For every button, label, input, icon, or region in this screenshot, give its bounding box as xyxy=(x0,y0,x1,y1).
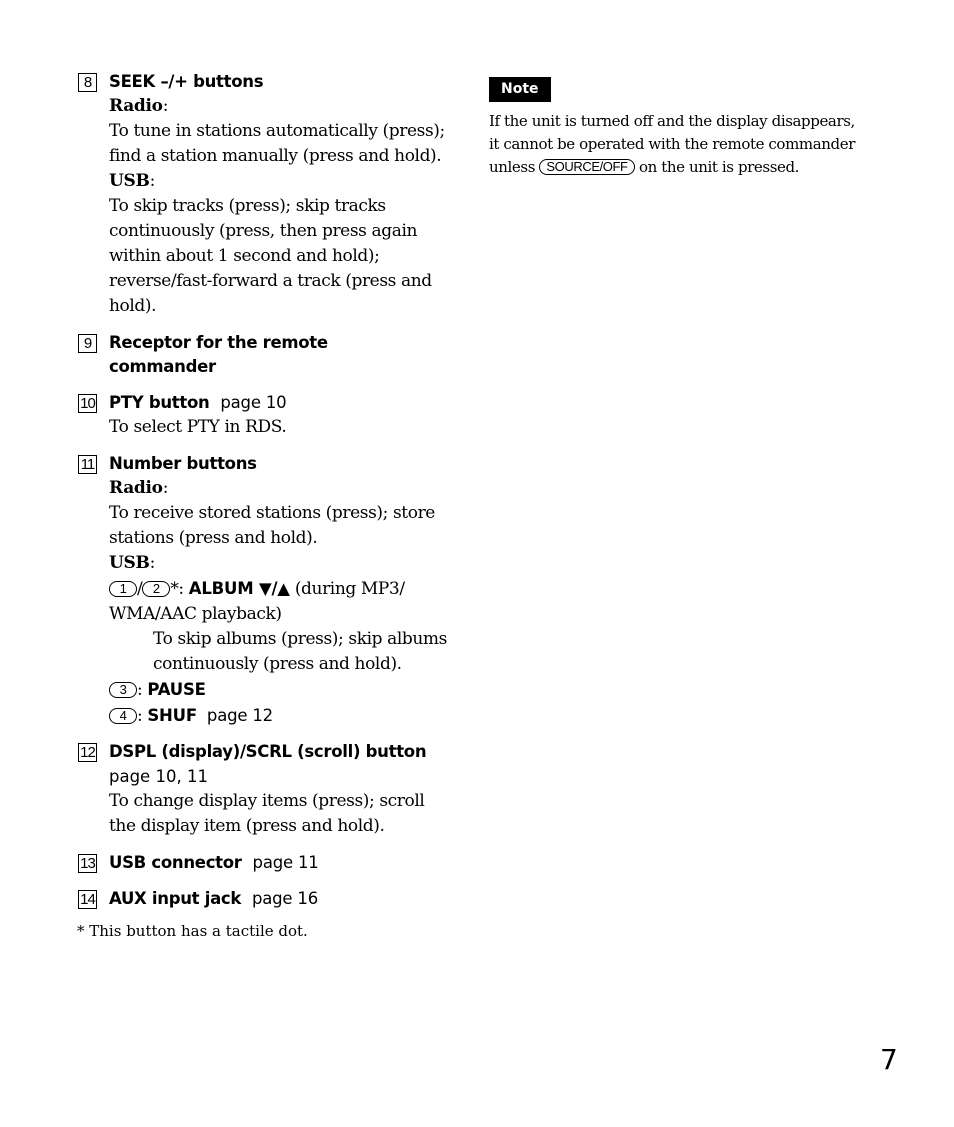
radio-line: Radio: xyxy=(109,96,169,116)
page-reference: page 12 xyxy=(206,706,273,725)
item-title: AUX input jack xyxy=(109,889,242,908)
usb-description: To skip tracks (press); skip tracks continuously (press, then press again within about 1 second and hold); reverse/fast-forward a track (press and hold). xyxy=(109,196,432,316)
usb-line: USB: xyxy=(109,171,155,191)
item-number-box: 12 xyxy=(78,743,97,762)
shuf-line: 4 : SHUF page 12 xyxy=(109,703,448,729)
album-line: 1 / 2 *: ALBUM ▼/▲ (during MP3/ WMA/AAC playback) xyxy=(109,579,405,624)
usb-line: USB: xyxy=(109,553,155,573)
note-text-after: on the unit is pressed. xyxy=(638,158,800,176)
item-seek-buttons xyxy=(78,70,448,319)
usb-label: USB xyxy=(109,553,150,573)
radio-description: To receive stored stations (press); store stations (press and hold). xyxy=(109,503,435,548)
album-label: ALBUM ▼/▲ xyxy=(188,579,290,598)
page-reference: page 16 xyxy=(251,889,319,908)
shuf-label: SHUF xyxy=(147,706,197,725)
right-column xyxy=(489,77,859,179)
item-title-line xyxy=(109,887,448,911)
key-3-icon: 3 xyxy=(109,682,137,698)
item-number-box: 13 xyxy=(78,854,97,873)
key-2-icon: 2 xyxy=(142,581,170,597)
pause-label: PAUSE xyxy=(147,680,206,699)
key-4-icon: 4 xyxy=(109,708,137,724)
left-column xyxy=(78,70,448,941)
item-title-line xyxy=(109,851,448,875)
radio-description: To tune in stations automatically (press); find a station manually (press and hold). xyxy=(109,121,445,166)
item-title: SEEK –/+ buttons xyxy=(109,72,264,91)
note-text-before: If the unit is turned off and the display disappears, it cannot be operated with the remote commander unless xyxy=(489,112,855,176)
item-title-line xyxy=(109,391,448,415)
album-description: To skip albums (press); skip albums continuously (press and hold). xyxy=(153,629,447,674)
radio-line: Radio: xyxy=(109,478,169,498)
item-pty-button xyxy=(78,391,448,440)
note-badge: Note xyxy=(489,77,551,102)
album-note: (during MP3/ WMA/AAC playback) xyxy=(109,579,405,624)
page-reference: page 10 xyxy=(220,393,287,412)
radio-label: Radio xyxy=(109,478,163,498)
key-1-icon: 1 xyxy=(109,581,137,597)
item-title: PTY button xyxy=(109,393,210,412)
note-text xyxy=(489,110,859,179)
item-description: To select PTY in RDS. xyxy=(109,417,287,437)
page-reference: page 10, 11 xyxy=(109,767,208,786)
item-number-box: 8 xyxy=(78,73,97,92)
item-number-box: 14 xyxy=(78,890,97,909)
item-title: USB connector xyxy=(109,853,242,872)
item-title: Number buttons xyxy=(109,454,257,473)
item-description: To change display items (press); scroll the display item (press and hold). xyxy=(109,791,425,836)
item-number-box: 11 xyxy=(78,455,97,474)
item-dspl-button xyxy=(78,740,448,839)
page-number: 7 xyxy=(880,1043,898,1076)
pause-line: 3 : PAUSE xyxy=(109,677,448,703)
item-title: DSPL (display)/SCRL (scroll) button xyxy=(109,742,427,761)
footnote: * This button has a tactile dot. xyxy=(77,922,308,940)
item-usb-connector xyxy=(78,851,448,875)
source-off-key-icon: SOURCE/OFF xyxy=(539,159,634,175)
item-number-box: 10 xyxy=(78,394,97,413)
item-number-buttons xyxy=(78,452,448,729)
item-title: Receptor for the remote commander xyxy=(109,333,328,376)
item-receptor xyxy=(78,331,448,379)
page-reference: page 11 xyxy=(252,853,319,872)
usb-label: USB xyxy=(109,171,150,191)
radio-label: Radio xyxy=(109,96,163,116)
item-number-box: 9 xyxy=(78,334,97,353)
item-aux-jack xyxy=(78,887,448,911)
